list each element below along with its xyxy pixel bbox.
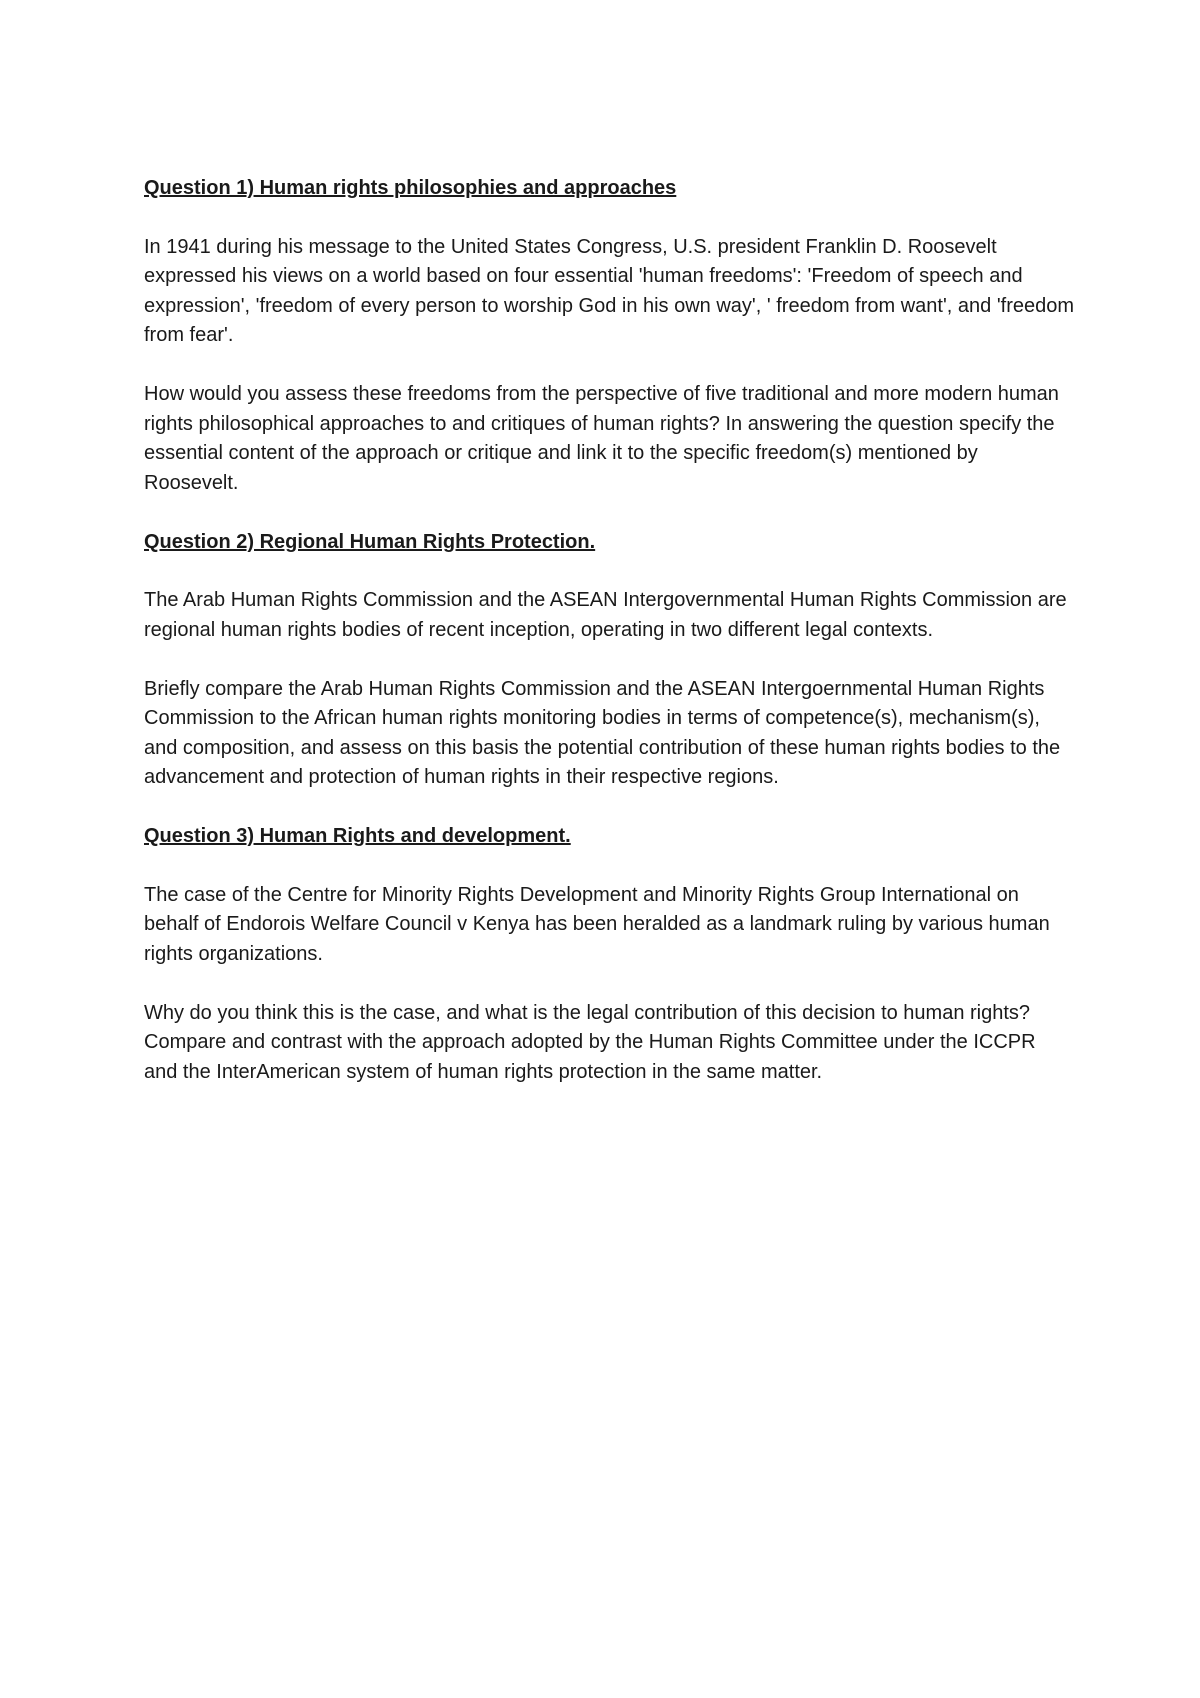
question-1-paragraph-2: How would you assess these freedoms from the perspective of five traditional and more modern human rights philosophical approaches to and critiques of human rights? In answering the question specify the essential content of the approach or critique and link it to the specific freedom(s) mentioned by Roosevelt. — [144, 383, 1059, 494]
document-body — [144, 174, 1074, 1117]
question-1-section — [144, 174, 1074, 498]
question-2-heading: Question 2) Regional Human Rights Protection. — [144, 530, 596, 553]
question-3-paragraph-1: The case of the Centre for Minority Rights Development and Minority Rights Group International on behalf of Endorois Welfare Council v Kenya has been heralded as a landmark ruling by various human rights organizations. — [144, 883, 1050, 965]
question-3-heading: Question 3) Human Rights and development. — [144, 825, 571, 847]
question-2-paragraph-1: The Arab Human Rights Commission and the ASEAN Intergovernmental Human Rights Commission are regional human rights bodies of recent inception, operating in two different legal contexts. — [144, 589, 1067, 641]
question-2-section — [144, 528, 1074, 793]
question-1-paragraph-1: In 1941 during his message to the United States Congress, U.S. president Franklin D. Roosevelt expressed his views on a world based on four essential 'human freedoms': 'Freedom of speech and expression', 'freedom of every person to worship God in his own way', ' freedom from want', and 'freedom from fear'. — [144, 235, 1075, 346]
question-1-heading: Question 1) Human rights philosophies and approaches — [144, 177, 677, 199]
question-2-paragraph-2: Briefly compare the Arab Human Rights Commission and the ASEAN Intergoernmental Human Rights Commission to the African human rights monitoring bodies in terms of competence(s), mechanism(s), and composition, and assess on this basis the potential contribution of these human rights bodies to the advancement and protection of human rights in their respective regions. — [144, 677, 1061, 788]
question-3-section — [144, 822, 1074, 1087]
question-3-paragraph-2: Why do you think this is the case, and what is the legal contribution of this decision to human rights? Compare and contrast with the approach adopted by the Human Rights Committee under the ICCPR and the InterAmerican system of human rights protection in the same matter. — [144, 1001, 1036, 1083]
